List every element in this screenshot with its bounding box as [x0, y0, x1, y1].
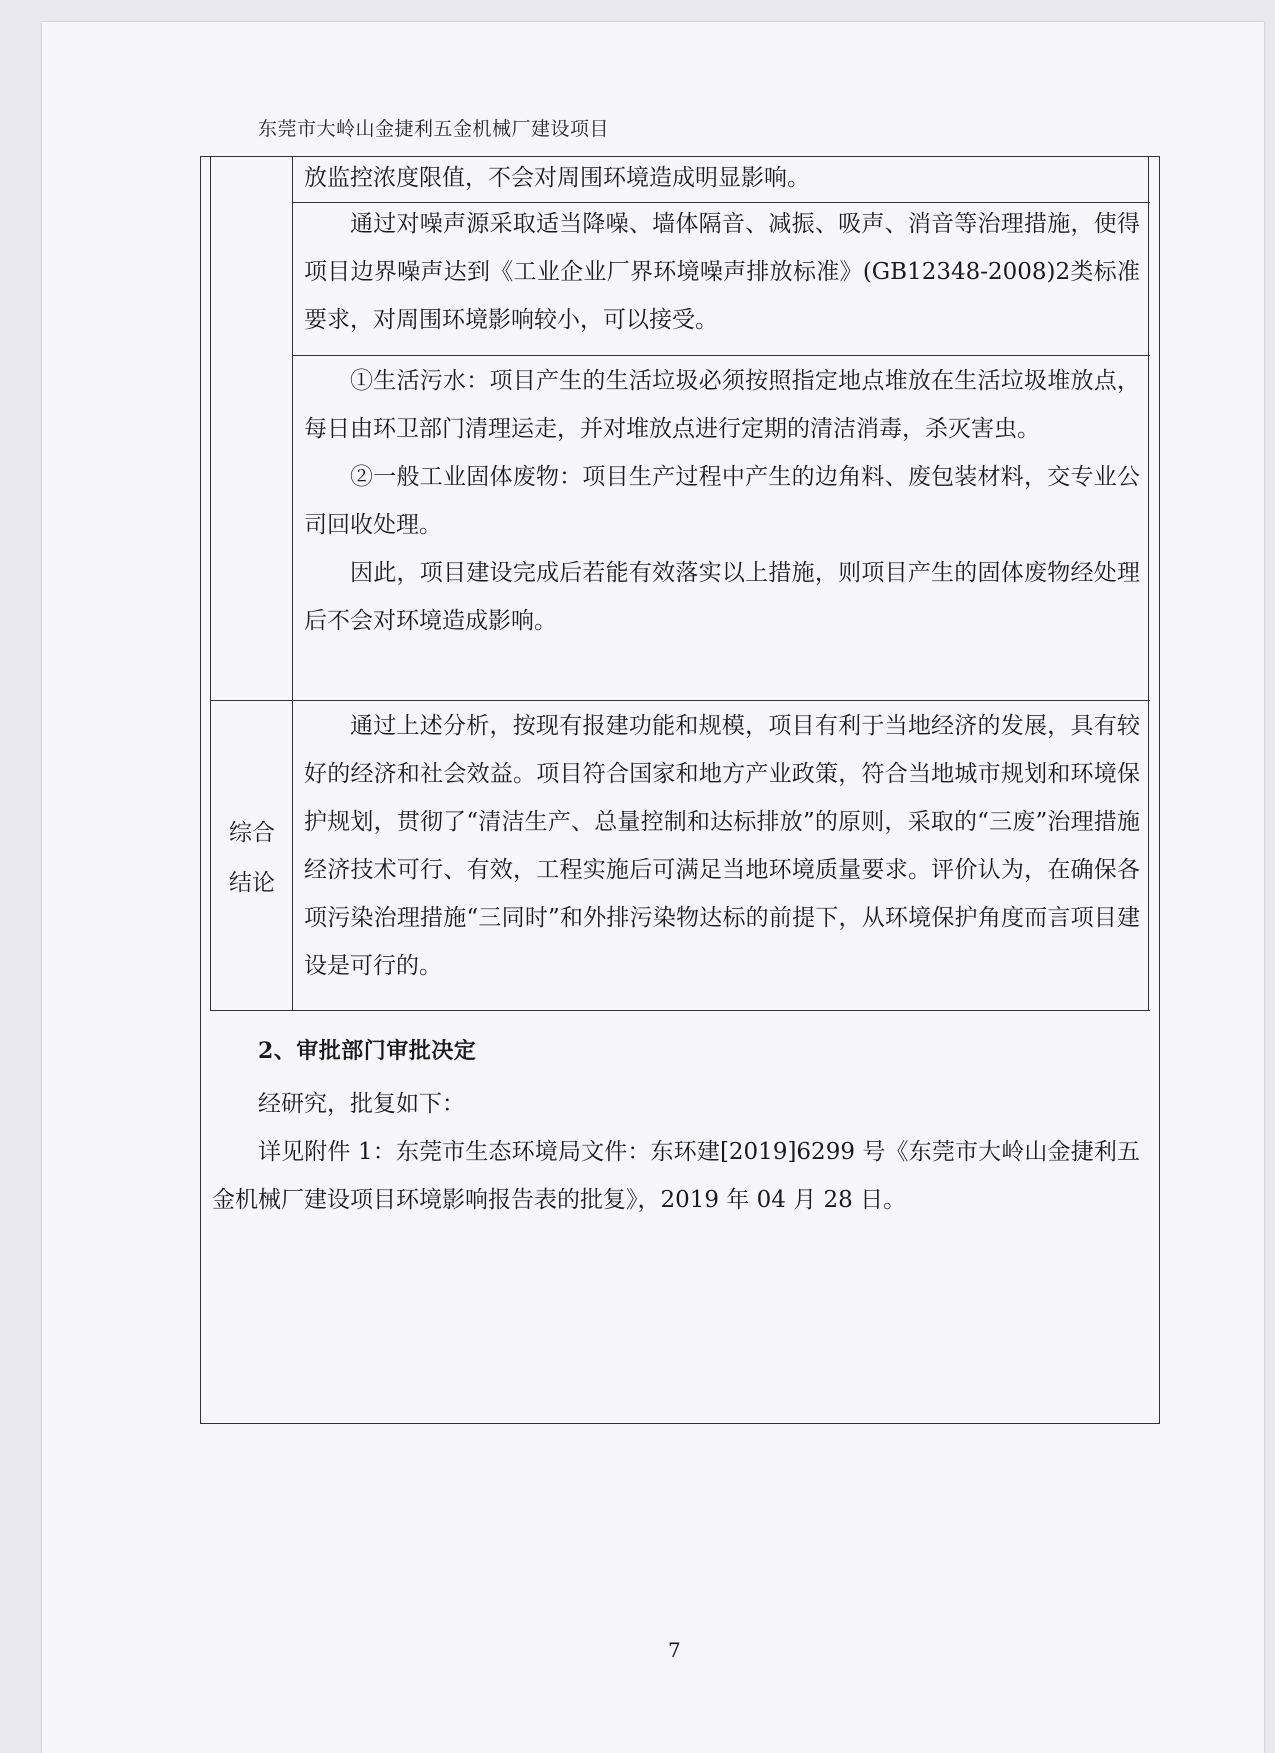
- cell-paragraph: ①生活污水：项目产生的生活垃圾必须按照指定地点堆放在生活垃圾堆放点，每日由环卫部门清理运走，并对堆放点进行定期的清洁消毒，杀灭害虫。: [304, 368, 1140, 442]
- cell-paragraph: ②一般工业固体废物：项目生产过程中产生的边角料、废包装材料，交专业公司回收处理。: [304, 464, 1140, 538]
- cell-paragraph: 因此，项目建设完成后若能有效落实以上措施，则项目产生的固体废物经处理后不会对环境造成影响。: [304, 560, 1140, 634]
- table-cell-conclusion: [304, 702, 1140, 990]
- table-cell-noise: [304, 200, 1140, 344]
- label-line: 结论: [229, 870, 275, 896]
- section-title: 2、审批部门审批决定: [258, 1038, 477, 1064]
- table-row-divider: [210, 700, 1150, 701]
- cell-paragraph: 通过上述分析，按现有报建功能和规模，项目有利于当地经济的发展，具有较好的经济和社会效益。项目符合国家和地方产业政策，符合当地城市规划和环境保护规划，贯彻了“清洁生产、总量控制和达标排放”的原则，采取的“三废”治理措施经济技术可行、有效，工程实施后可满足当地环境质量要求。评价认为，在确保各项污染治理措施“三同时”和外排污染物达标的前提下，从环境保护角度而言项目建设是可行的。: [304, 713, 1140, 979]
- row-label-conclusion: [212, 808, 292, 908]
- page-header: 东莞市大岭山金捷利五金机械厂建设项目: [258, 118, 610, 140]
- body-line: 经研究，批复如下：: [258, 1091, 465, 1117]
- table-cell-solid-waste: [304, 357, 1140, 645]
- table-right-border: [1148, 156, 1149, 1011]
- table-column-divider: [292, 156, 293, 1011]
- table-cell-air-conclusion: [304, 154, 1140, 202]
- page-number: 7: [668, 1638, 681, 1662]
- cell-paragraph: 放监控浓度限值，不会对周围环境造成明显影响。: [304, 165, 810, 191]
- table-bottom-border: [210, 1010, 1150, 1011]
- body-paragraph: 详见附件 1：东莞市生态环境局文件：东环建[2019]6299 号《东莞市大岭山金捷利五金机械厂建设项目环境影响报告表的批复》，2019 年 04 月 28 日。: [212, 1139, 1140, 1213]
- table-row-divider: [292, 355, 1150, 356]
- table-left-border: [210, 156, 211, 1011]
- label-line: 综合: [229, 820, 275, 846]
- cell-paragraph: 通过对噪声源采取适当降噪、墙体隔音、减振、吸声、消音等治理措施，使得项目边界噪声达到《工业企业厂界环境噪声排放标准》(GB12348-2008)2类标准要求，对周围环境影响较小，可以接受。: [304, 211, 1140, 333]
